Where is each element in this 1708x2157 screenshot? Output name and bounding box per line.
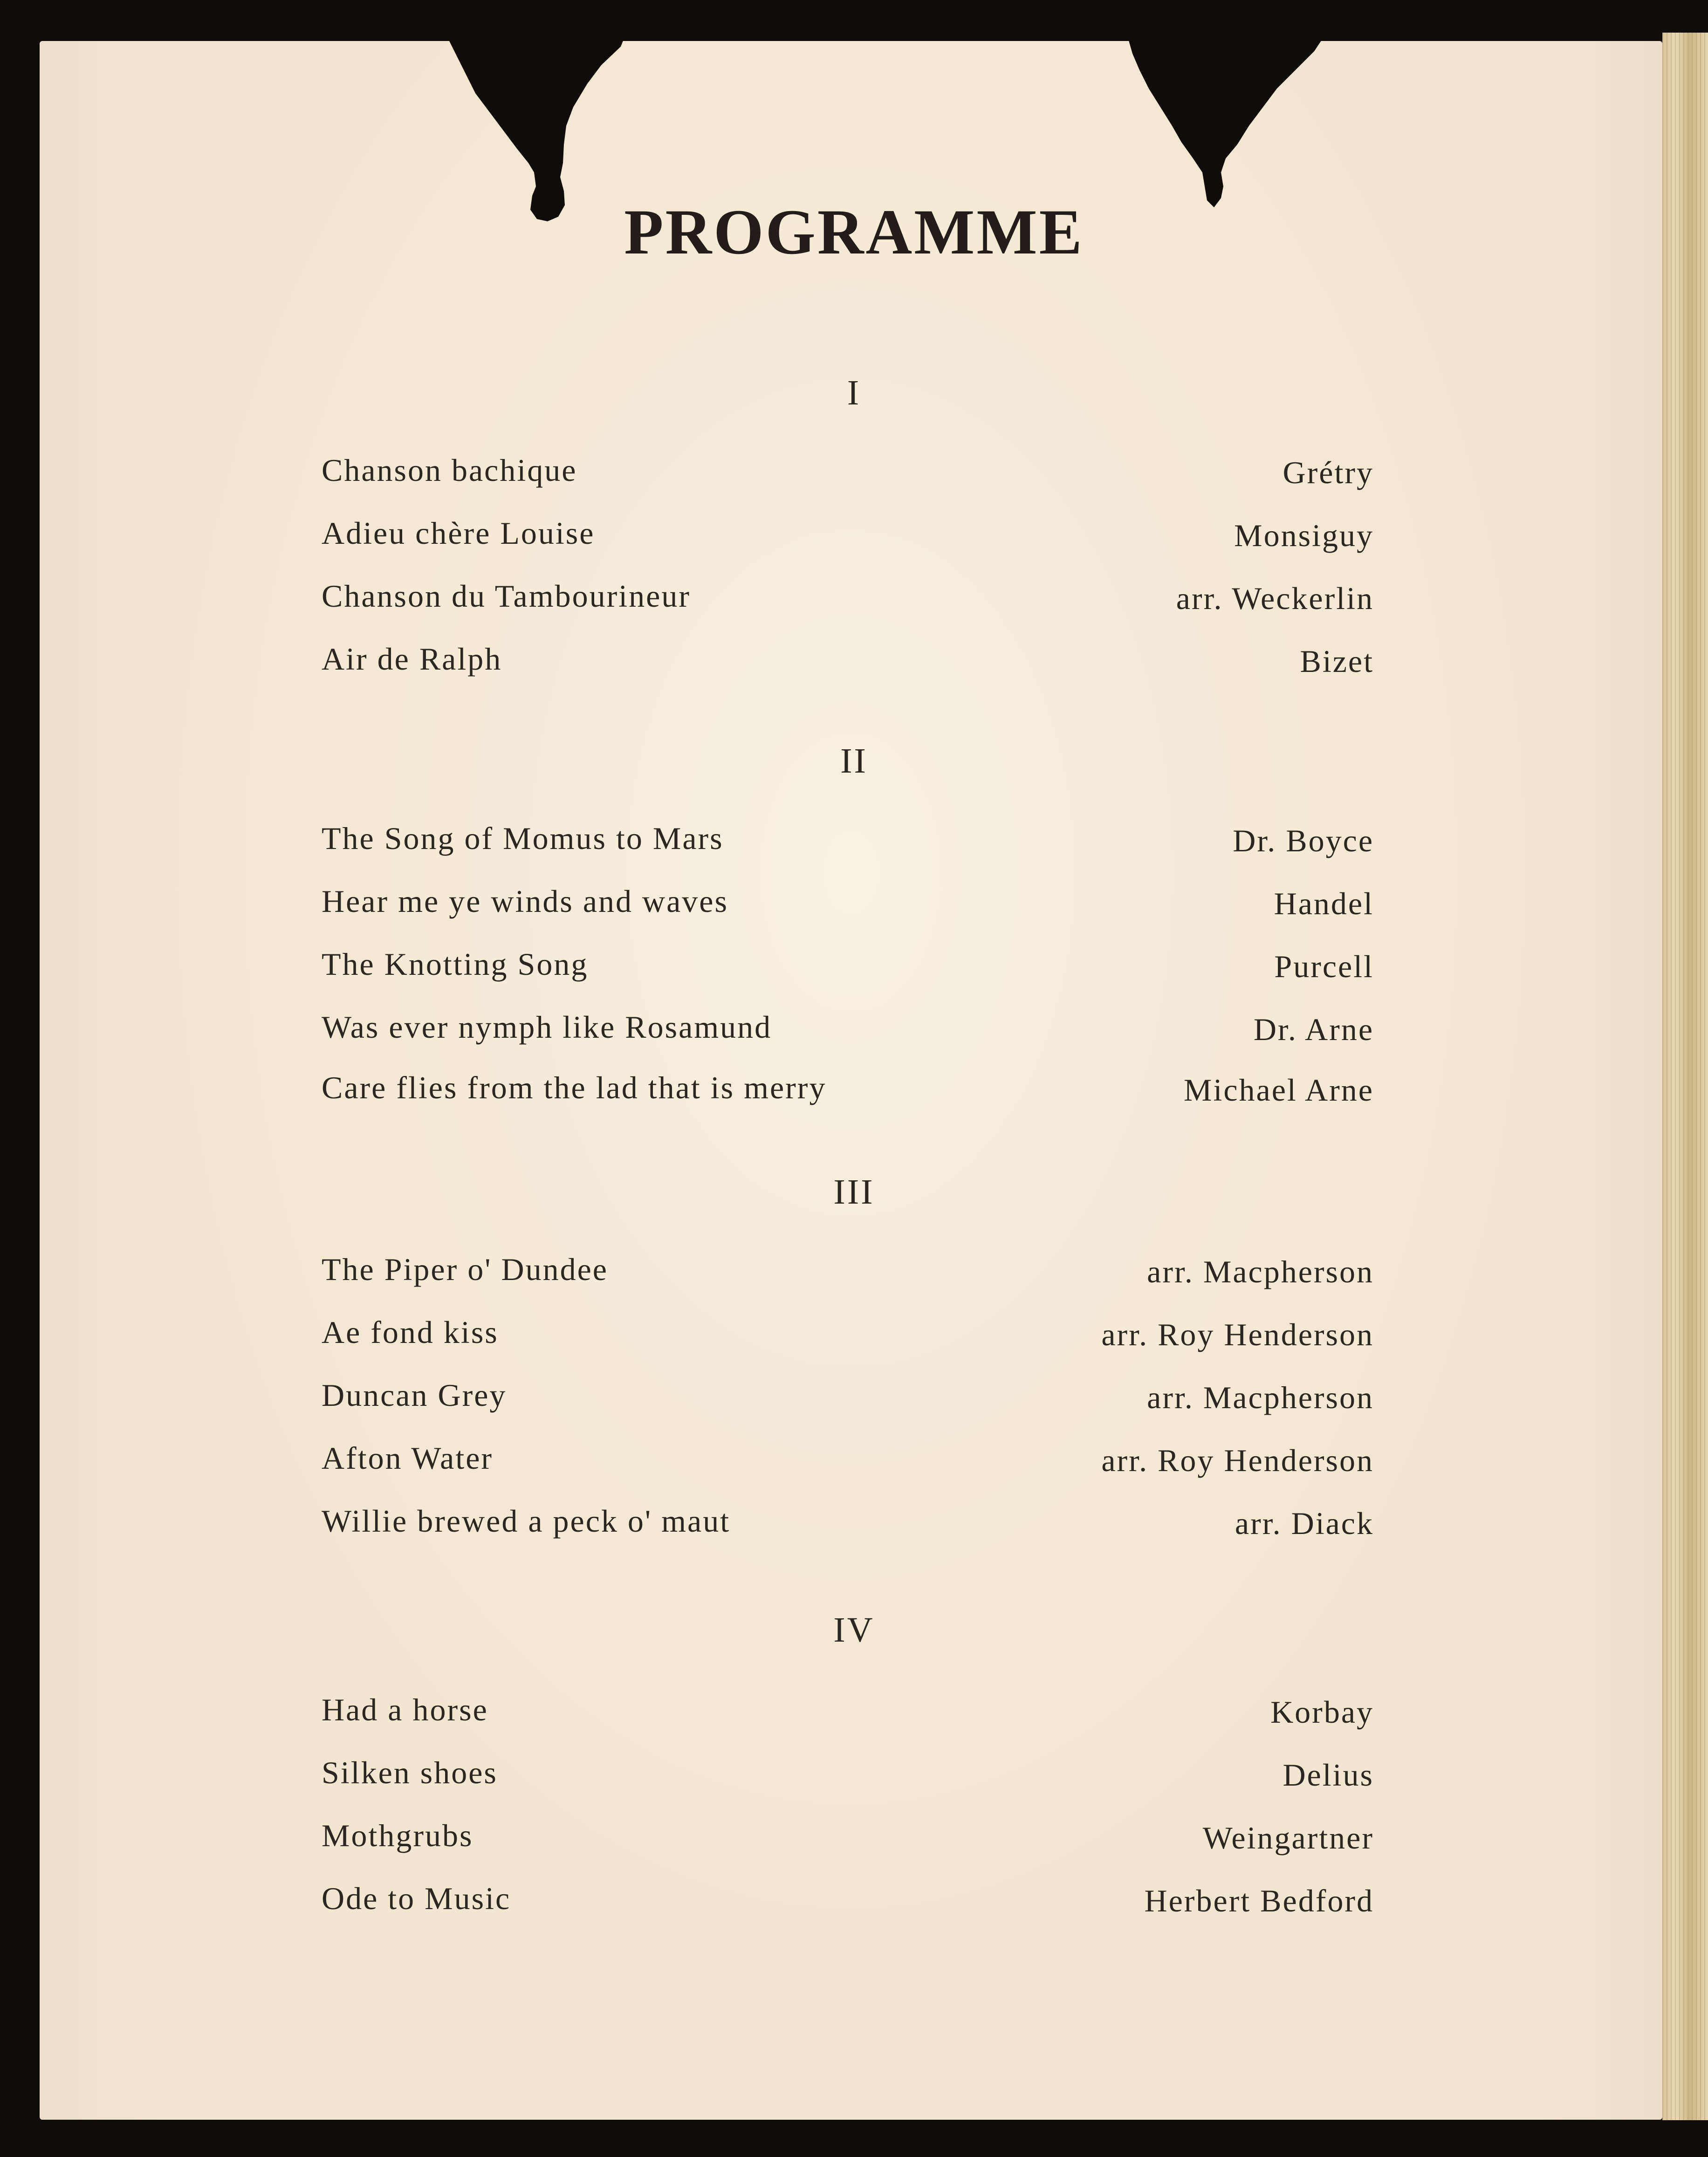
piece-title: Mothgrubs bbox=[322, 1818, 473, 1853]
piece-composer: arr. Roy Henderson bbox=[1101, 1443, 1374, 1478]
piece-title: Chanson du Tambourineur bbox=[322, 578, 691, 614]
torn-paper-damage-right bbox=[1128, 37, 1324, 214]
piece-title: Hear me ye winds and waves bbox=[322, 883, 728, 919]
piece-title: Silken shoes bbox=[322, 1755, 498, 1790]
piece-composer: Dr. Boyce bbox=[1233, 823, 1374, 858]
piece-title: Afton Water bbox=[322, 1440, 494, 1476]
piece-title: Duncan Grey bbox=[322, 1377, 507, 1413]
piece-composer: Purcell bbox=[1274, 949, 1374, 984]
piece-title: Chanson bachique bbox=[322, 452, 577, 488]
piece-composer: arr. Roy Henderson bbox=[1101, 1317, 1374, 1352]
piece-composer: Korbay bbox=[1270, 1694, 1374, 1730]
piece-composer: Monsiguy bbox=[1234, 518, 1374, 553]
piece-composer: Herbert Bedford bbox=[1144, 1883, 1374, 1918]
section-number-i: I bbox=[847, 373, 861, 412]
programme-title: PROGRAMME bbox=[624, 196, 1084, 267]
page-stack-edge-lines bbox=[1662, 33, 1708, 2120]
piece-title: Care flies from the lad that is merry bbox=[322, 1070, 827, 1105]
piece-title: The Piper o' Dundee bbox=[322, 1252, 608, 1287]
section-number-iv: IV bbox=[833, 1610, 875, 1650]
piece-composer: Grétry bbox=[1283, 455, 1374, 490]
piece-title: Was ever nymph like Rosamund bbox=[322, 1009, 772, 1045]
piece-composer: Delius bbox=[1283, 1757, 1374, 1793]
piece-title: Air de Ralph bbox=[322, 641, 502, 677]
piece-title: The Knotting Song bbox=[322, 946, 589, 982]
paper-sheet bbox=[40, 41, 1662, 2120]
section-number-ii: II bbox=[840, 741, 868, 781]
piece-composer: Dr. Arne bbox=[1253, 1012, 1374, 1047]
piece-title: Willie brewed a peck o' maut bbox=[322, 1503, 731, 1539]
piece-composer: arr. Weckerlin bbox=[1176, 581, 1374, 616]
piece-composer: arr. Macpherson bbox=[1147, 1380, 1374, 1415]
piece-title: Adieu chère Louise bbox=[322, 515, 595, 551]
piece-composer: Bizet bbox=[1300, 644, 1374, 679]
piece-composer: Handel bbox=[1274, 886, 1374, 921]
piece-title: Ode to Music bbox=[322, 1881, 511, 1916]
piece-composer: Weingartner bbox=[1202, 1820, 1374, 1856]
piece-composer: arr. Diack bbox=[1235, 1506, 1374, 1541]
piece-composer: Michael Arne bbox=[1184, 1072, 1374, 1108]
piece-composer: arr. Macpherson bbox=[1147, 1254, 1374, 1289]
piece-title: Had a horse bbox=[322, 1692, 488, 1727]
section-number-iii: III bbox=[833, 1172, 875, 1212]
piece-title: The Song of Momus to Mars bbox=[322, 821, 724, 856]
piece-title: Ae fond kiss bbox=[322, 1315, 499, 1350]
